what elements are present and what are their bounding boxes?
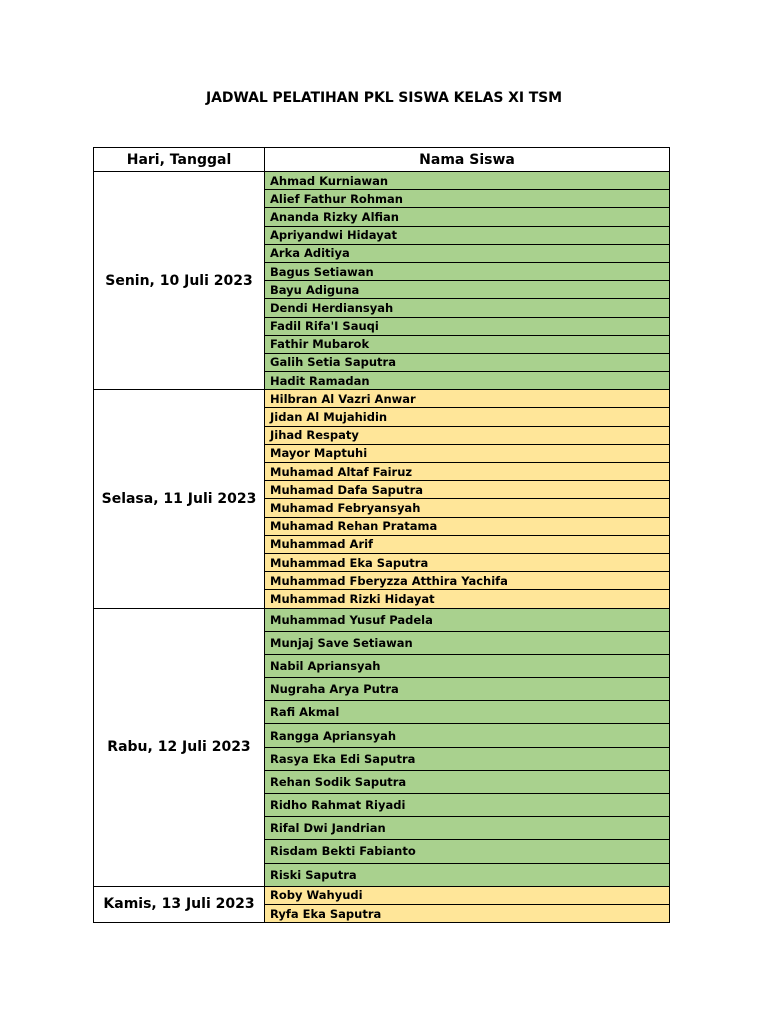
student-name-cell: Bayu Adiguna: [265, 281, 670, 299]
student-name-cell: Rehan Sodik Saputra: [265, 770, 670, 793]
student-name-cell: Riski Saputra: [265, 863, 670, 886]
student-name-cell: Mayor Maptuhi: [265, 444, 670, 462]
student-name-cell: Munjaj Save Setiawan: [265, 631, 670, 654]
student-name-cell: Jidan Al Mujahidin: [265, 408, 670, 426]
student-name-cell: Muhammad Eka Saputra: [265, 553, 670, 571]
table-header: [94, 148, 670, 172]
header-row: [94, 148, 670, 172]
table-row: [94, 608, 670, 631]
student-name-cell: Nugraha Arya Putra: [265, 678, 670, 701]
document-title: JADWAL PELATIHAN PKL SISWA KELAS XI TSM: [206, 90, 562, 106]
student-name-cell: Alief Fathur Rohman: [265, 190, 670, 208]
student-name-cell: Rafi Akmal: [265, 701, 670, 724]
student-name-cell: Galih Setia Saputra: [265, 353, 670, 371]
student-name-cell: Muhamad Febryansyah: [265, 499, 670, 517]
student-name-cell: Rangga Apriansyah: [265, 724, 670, 747]
day-cell-senin: Senin, 10 Juli 2023: [94, 172, 265, 390]
student-name-cell: Dendi Herdiansyah: [265, 299, 670, 317]
student-name-cell: Hadit Ramadan: [265, 372, 670, 390]
day-cell-rabu: Rabu, 12 Juli 2023: [94, 608, 265, 886]
student-name-cell: Nabil Apriansyah: [265, 654, 670, 677]
student-name-cell: Muhamad Altaf Fairuz: [265, 463, 670, 481]
student-name-cell: Ahmad Kurniawan: [265, 172, 670, 190]
student-name-cell: Ridho Rahmat Riyadi: [265, 794, 670, 817]
student-name-cell: Apriyandwi Hidayat: [265, 226, 670, 244]
student-name-cell: Muhammad Rizki Hidayat: [265, 590, 670, 608]
table-body: [94, 172, 670, 923]
day-cell-selasa: Selasa, 11 Juli 2023: [94, 390, 265, 608]
student-name-cell: Fadil Rifa'I Sauqi: [265, 317, 670, 335]
schedule-table: [93, 147, 670, 923]
day-cell-kamis: Kamis, 13 Juli 2023: [94, 886, 265, 922]
table-row: [94, 390, 670, 408]
student-name-cell: Muhammad Arif: [265, 535, 670, 553]
header-day-date: Hari, Tanggal: [94, 148, 265, 172]
student-name-cell: Muhamad Rehan Pratama: [265, 517, 670, 535]
student-name-cell: Roby Wahyudi: [265, 886, 670, 904]
student-name-cell: Muhamad Dafa Saputra: [265, 481, 670, 499]
table-row: [94, 172, 670, 190]
student-name-cell: Muhammad Fberyzza Atthira Yachifa: [265, 572, 670, 590]
student-name-cell: Rasya Eka Edi Saputra: [265, 747, 670, 770]
header-student-name: Nama Siswa: [265, 148, 670, 172]
student-name-cell: Jihad Respaty: [265, 426, 670, 444]
student-name-cell: Bagus Setiawan: [265, 262, 670, 280]
table-row: [94, 886, 670, 904]
student-name-cell: Risdam Bekti Fabianto: [265, 840, 670, 863]
student-name-cell: Fathir Mubarok: [265, 335, 670, 353]
student-name-cell: Arka Aditiya: [265, 244, 670, 262]
student-name-cell: Ryfa Eka Saputra: [265, 904, 670, 922]
student-name-cell: Muhammad Yusuf Padela: [265, 608, 670, 631]
student-name-cell: Hilbran Al Vazri Anwar: [265, 390, 670, 408]
student-name-cell: Ananda Rizky Alfian: [265, 208, 670, 226]
student-name-cell: Rifal Dwi Jandrian: [265, 817, 670, 840]
